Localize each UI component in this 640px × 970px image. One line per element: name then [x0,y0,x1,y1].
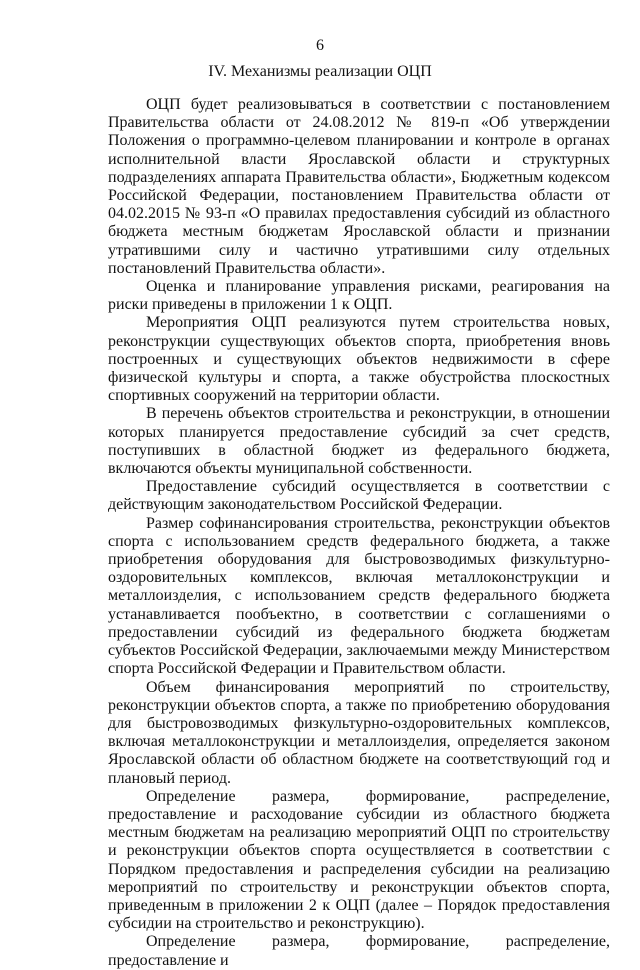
paragraph: Определение размера, формирование, распределение, предоставление и [108,933,610,969]
paragraph: Оценка и планирование управления рисками, реагирования на риски приведены в приложении 1 к ОЦП. [108,278,610,314]
paragraph: Предоставление субсидий осуществляется в соответствии с действующим законодательством Российской Федерации. [108,478,610,514]
paragraph: В перечень объектов строительства и реконструкции, в отношении которых планируется предоставление субсидий за счет средств, поступивших в областной бюджет из федерального бюджета, включаются объекты муниципальной собственности. [108,405,610,478]
paragraph: Мероприятия ОЦП реализуются путем строительства новых, реконструкции существующих объектов спорта, приобретения вновь построенных и существующих объектов недвижимости в сфере физической культуры и спорта, а также обустройства плоскостных спортивных сооружений на территории области. [108,314,610,405]
paragraph: Объем финансирования мероприятий по строительству, реконструкции объектов спорта, а также по приобретению оборудования для быстровозводимых физкультурно-оздоровительных комплексов, включая металлоконструкции и металлоизделия, определяется законом Ярославской области об областном бюджете на соответствующий год и плановый период. [108,678,610,787]
page-number: 6 [316,37,324,54]
section-heading: IV. Механизмы реализации ОЦП [208,63,432,80]
paragraph: Размер софинансирования строительства, реконструкции объектов спорта с использованием средств федерального бюджета, а также приобретения оборудования для быстровозводимых физкультурно-оздоровительных комплексов, включая металлоконструкции и металлоизделия, с использованием средств федерального бюджета устанавливается пообъектно, в соответствии с соглашениями о предоставлении субсидий из федерального бюджета бюджетам субъектов Российской Федерации, заключаемыми между Министерством спорта Российской Федерации и Правительством области. [108,514,610,678]
document-body [108,96,610,970]
paragraph: ОЦП будет реализовываться в соответствии с постановлением Правительства области от 24.08.2012 № 819-п «Об утверждении Положения о программно-целевом планировании и контроле в органах исполнительной власти Ярославской области и структурных подразделениях аппарата Правительства области», Бюджетным кодексом Российской Федерации, постановлением Правительства области от 04.02.2015 № 93-п «О правилах предоставления субсидий из областного бюджета местным бюджетам Ярославской области и признании утратившими силу и частично утратившими силу отдельных постановлений Правительства области». [108,96,610,277]
paragraph: Определение размера, формирование, распределение, предоставление и расходование субсидии из областного бюджета местным бюджетам на реализацию мероприятий ОЦП по строительству и реконструкции объектов спорта осуществляется в соответствии с Порядком предоставления и распределения субсидии на реализацию мероприятий по строительству и реконструкции объектов спорта, приведенным в приложении 2 к ОЦП (далее – Порядок предоставления субсидии на строительство и реконструкцию). [108,787,610,933]
